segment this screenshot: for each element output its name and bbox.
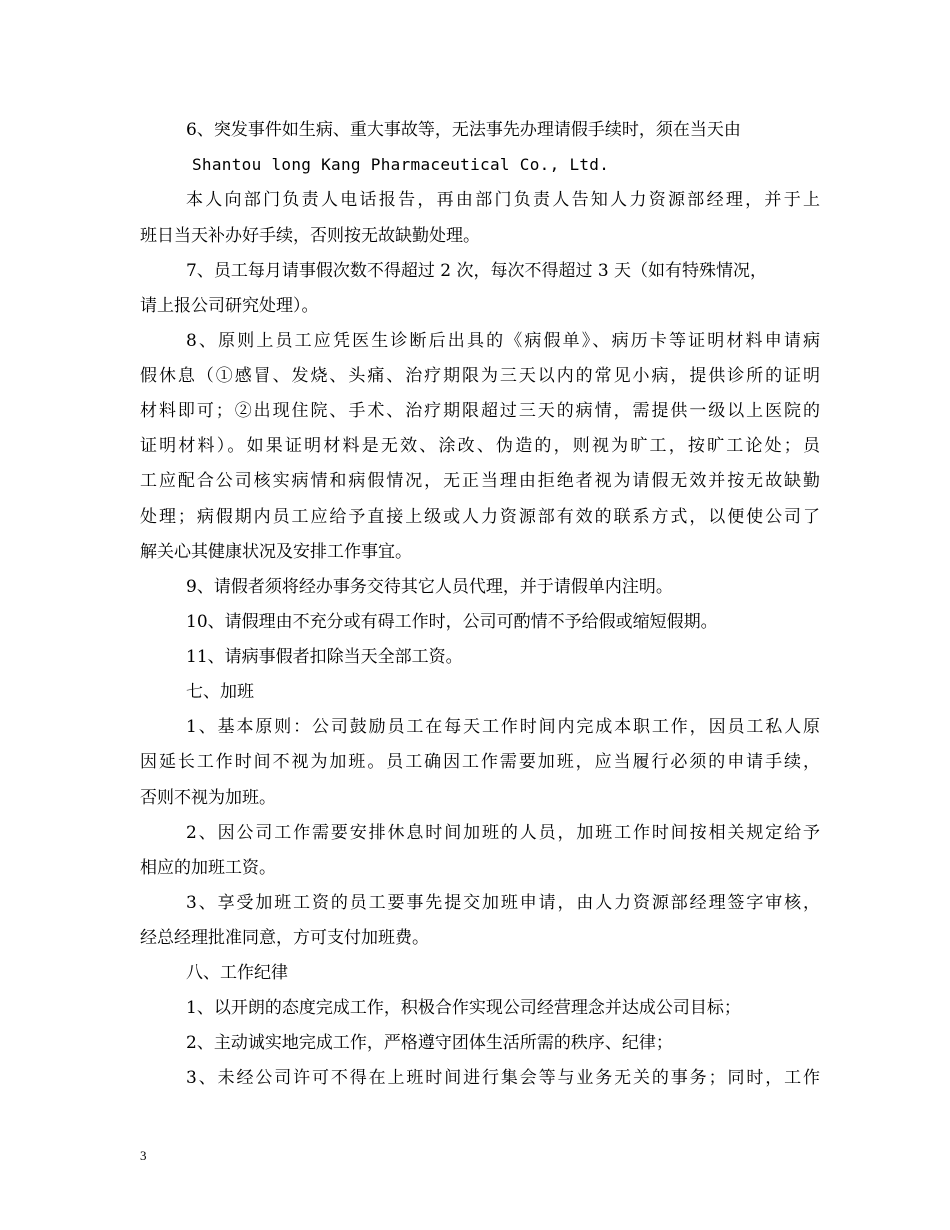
paragraph-line: 6、突发事件如生病、重大事故等，无法事先办理请假手续时，须在当天由 xyxy=(186,120,741,140)
page-number: 3 xyxy=(140,1148,147,1163)
paragraph-line: 经总经理批准同意，方可支付加班费。 xyxy=(140,928,429,948)
paragraph-line: 材料即可；②出现住院、手术、治疗期限超过三天的病情，需提供一级以上医院的 xyxy=(140,401,820,421)
paragraph-line: 3、享受加班工资的员工要事先提交加班申请，由人力资源部经理签字审核， xyxy=(186,893,820,913)
paragraph-line: 工应配合公司核实病情和病假情况，无正当理由拒绝者视为请假无效并按无故缺勤 xyxy=(140,471,820,491)
paragraph-line: 证明材料）。如果证明材料是无效、涂改、伪造的，则视为旷工，按旷工论处；员 xyxy=(140,436,820,456)
paragraph-line: 班日当天补办好手续，否则按无故缺勤处理。 xyxy=(140,226,480,246)
paragraph-line: 因延长工作时间不视为加班。员工确因工作需要加班，应当履行必须的申请手续， xyxy=(140,752,820,772)
paragraph-line: 3、未经公司许可不得在上班时间进行集会等与业务无关的事务；同时，工作 xyxy=(186,1068,820,1088)
paragraph-line: 1、以开朗的态度完成工作，积极合作实现公司经营理念并达成公司目标； xyxy=(186,998,741,1018)
paragraph-line: 否则不视为加班。 xyxy=(140,788,276,808)
paragraph-line: 10、请假理由不充分或有碍工作时，公司可酌情不予给假或缩短假期。 xyxy=(186,612,718,632)
paragraph-line: 本人向部门负责人电话报告，再由部门负责人告知人力资源部经理，并于上 xyxy=(186,190,820,210)
paragraph-line: 11、请病事假者扣除当天全部工资。 xyxy=(186,647,463,667)
paragraph-line: 假休息（①感冒、发烧、头痛、治疗期限为三天以内的常见小病，提供诊所的证明 xyxy=(140,366,820,386)
section-heading: 七、加班 xyxy=(186,682,254,702)
paragraph-line: 2、主动诚实地完成工作，严格遵守团体生活所需的秩序、纪律； xyxy=(186,1033,673,1053)
paragraph-line: 9、请假者须将经办事务交待其它人员代理，并于请假单内注明。 xyxy=(186,577,673,597)
section-heading: 八、工作纪律 xyxy=(186,963,288,983)
paragraph-line: 8、原则上员工应凭医生诊断后出具的《病假单》、病历卡等证明材料申请病 xyxy=(186,331,820,351)
paragraph-line: 7、员工每月请事假次数不得超过 2 次，每次不得超过 3 天（如有特殊情况， xyxy=(186,261,768,281)
paragraph-line: 相应的加班工资。 xyxy=(140,858,276,878)
paragraph-line: 1、基本原则：公司鼓励员工在每天工作时间内完成本职工作，因员工私人原 xyxy=(186,717,820,737)
paragraph-line: 2、因公司工作需要安排休息时间加班的人员，加班工作时间按相关规定给予 xyxy=(186,823,820,843)
paragraph-line: 解关心其健康状况及安排工作事宜。 xyxy=(140,542,412,562)
paragraph-line: 处理；病假期内员工应给予直接上级或人力资源部有效的联系方式，以便使公司了 xyxy=(140,507,820,527)
paragraph-line: 请上报公司研究处理）。 xyxy=(140,296,319,316)
company-name-line: Shantou long Kang Pharmaceutical Co., Ltd. xyxy=(192,155,610,174)
